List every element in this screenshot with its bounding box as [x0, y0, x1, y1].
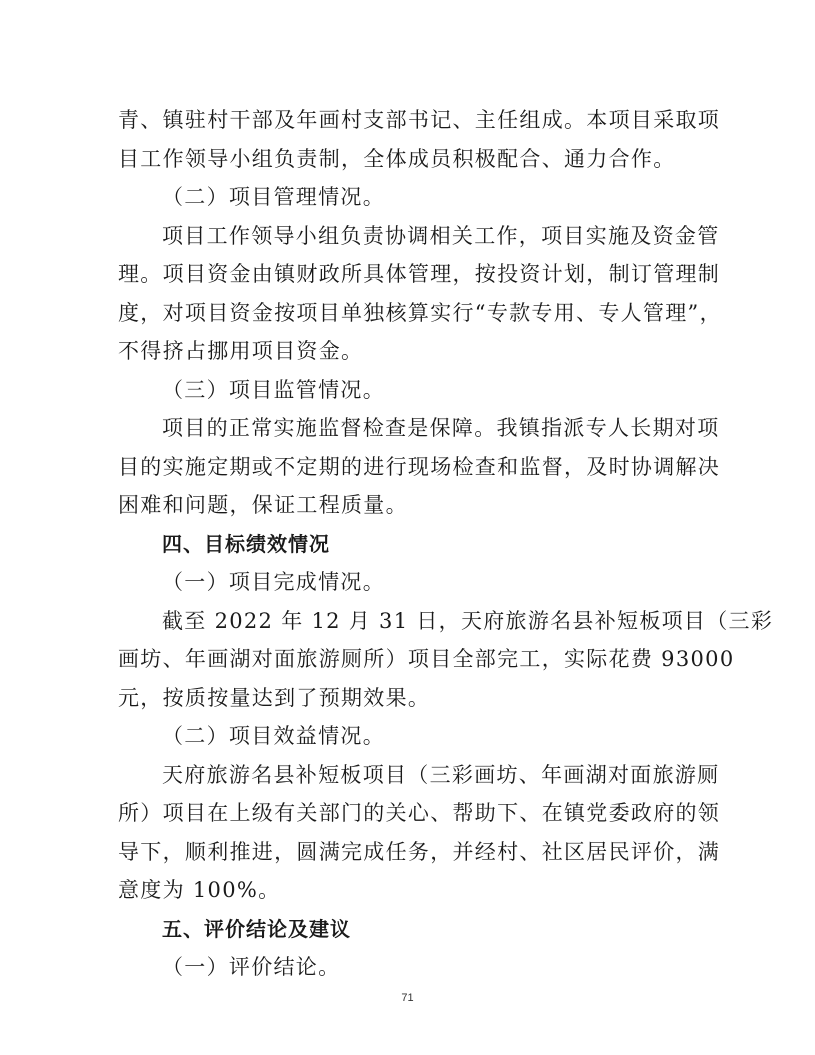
- body-text-line: 目的实施定期或不定期的进行现场检查和监督，及时协调解决: [118, 454, 721, 479]
- subsection-heading: （一）项目完成情况。: [162, 570, 385, 594]
- subsection-heading: （二）项目效益情况。: [162, 724, 385, 748]
- body-text-line: 项目工作领导小组负责协调相关工作，项目实施及资金管: [162, 223, 720, 248]
- page-number: 71: [401, 992, 414, 1004]
- body-text-line: 青、镇驻村干部及年画村支部书记、主任组成。本项目采取项: [118, 108, 721, 132]
- body-text-line: 意度为 100%。: [118, 878, 281, 902]
- body-text-line: 截至 2022 年 12 月 31 日，天府旅游名县补短板项目（三彩: [162, 608, 774, 633]
- body-text-line: 导下，顺利推进，圆满完成任务，并经村、社区居民评价，满: [118, 839, 721, 864]
- document-body: [118, 101, 774, 987]
- subsection-heading: （三）项目监管情况。: [162, 377, 385, 402]
- body-text-line: 理。项目资金由镇财政所具体管理，按投资计划，制订管理制: [118, 262, 721, 286]
- body-text-line: 天府旅游名县补短板项目（三彩画坊、年画湖对面旅游厕: [162, 762, 720, 787]
- body-text-line: 困难和问题，保证工程质量。: [118, 493, 408, 517]
- section-heading: 五、评价结论及建议: [162, 916, 351, 941]
- body-text-line: 度，对项目资金按项目单独核算实行“专款专用、专人管理”，: [118, 300, 722, 325]
- body-text-line: 元，按质按量达到了预期效果。: [118, 685, 431, 710]
- subsection-heading: （一）评价结论。: [162, 955, 341, 979]
- body-text-line: 项目的正常实施监督检查是保障。我镇指派专人长期对项: [162, 416, 720, 440]
- section-heading: 四、目标绩效情况: [162, 531, 330, 556]
- body-text-line: 不得挤占挪用项目资金。: [118, 339, 364, 363]
- body-text-line: 目工作领导小组负责制，全体成员积极配合、通力合作。: [118, 146, 676, 171]
- body-text-line: 画坊、年画湖对面旅游厕所）项目全部完工，实际花费 93000: [118, 647, 735, 671]
- subsection-heading: （二）项目管理情况。: [162, 185, 385, 209]
- body-text-line: 所）项目在上级有关部门的关心、帮助下、在镇党委政府的领: [118, 801, 721, 825]
